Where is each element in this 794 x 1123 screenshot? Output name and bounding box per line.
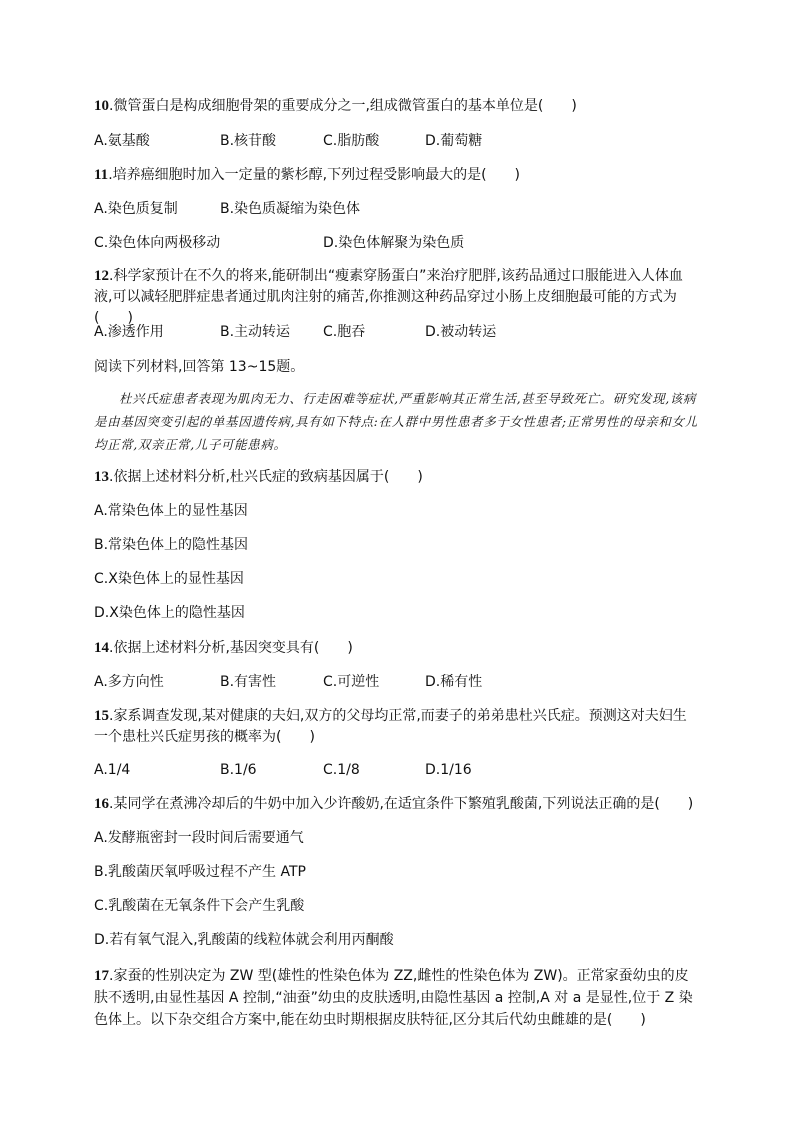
question-15 bbox=[94, 706, 700, 748]
option-a: A.氨基酸 bbox=[94, 133, 150, 149]
question-stem: .微管蛋白是构成细胞骨架的重要成分之一,组成微管蛋白的基本单位是( ) bbox=[109, 98, 577, 114]
option-a: A.多方向性 bbox=[94, 674, 164, 690]
option-a: A.发酵瓶密封一段时间后需要通气 bbox=[94, 830, 304, 846]
option-b: B.1/6 bbox=[220, 762, 257, 778]
option-d: D.染色体解聚为染色质 bbox=[323, 235, 465, 251]
question-11-options-row2 bbox=[94, 233, 714, 253]
question-12 bbox=[94, 266, 700, 329]
question-17 bbox=[94, 965, 700, 1031]
question-number: 12 bbox=[94, 268, 109, 284]
option-a: A.1/4 bbox=[94, 762, 131, 778]
question-stem: .依据上述材料分析,基因突变具有( ) bbox=[109, 640, 353, 656]
question-number: 17 bbox=[94, 968, 109, 984]
option-c: C.乳酸菌在无氧条件下会产生乳酸 bbox=[94, 898, 305, 914]
question-stem: .依据上述材料分析,杜兴氏症的致病基因属于( ) bbox=[109, 469, 423, 485]
question-stem: .家蚕的性别决定为 ZW 型(雄性的性染色体为 ZZ,雌性的性染色体为 ZW)。正常家蚕幼虫的皮肤不透明,由显性基因 A 控制,“油蚕”幼虫的皮肤透明,由隐性基因 a 控制,A 对 a 是显性,位于 Z 染色体上。以下杂交组合方案中,能在幼虫时期根据皮肤特征,区分其后代幼虫雌雄的是( ) bbox=[94, 968, 693, 1028]
option-d: D.若有氧气混入,乳酸菌的线粒体就会利用丙酮酸 bbox=[94, 932, 394, 948]
question-number: 14 bbox=[94, 640, 109, 656]
option-c: C.X染色体上的显性基因 bbox=[94, 571, 244, 587]
option-b: B.染色质凝缩为染色体 bbox=[220, 201, 361, 217]
option-b: B.乳酸菌厌氧呼吸过程不产生 ATP bbox=[94, 864, 306, 880]
question-14 bbox=[94, 638, 704, 658]
question-number: 13 bbox=[94, 469, 109, 485]
option-d: D.被动转运 bbox=[425, 324, 497, 340]
option-b: B.有害性 bbox=[220, 674, 277, 690]
option-c: C.1/8 bbox=[323, 762, 360, 778]
option-b: B.核苷酸 bbox=[220, 133, 277, 149]
option-c: C.染色体向两极移动 bbox=[94, 235, 221, 251]
question-12-options bbox=[94, 322, 714, 342]
question-10 bbox=[94, 96, 704, 116]
option-d: D.1/16 bbox=[425, 762, 472, 778]
reading-material: 杜兴氏症患者表现为肌肉无力、行走困难等症状,严重影响其正常生活,甚至导致死亡。研究发现,该病是由基因突变引起的单基因遗传病,具有如下特点:在人群中男性患者多于女性患者;正常男性的母亲和女儿均正常,双亲正常,儿子可能患病。 bbox=[94, 391, 698, 452]
option-a: A.染色质复制 bbox=[94, 201, 178, 217]
question-number: 16 bbox=[94, 796, 109, 812]
reading-intro: 阅读下列材料,回答第 13~15题。 bbox=[94, 359, 305, 375]
option-d: D.X染色体上的隐性基因 bbox=[94, 605, 245, 621]
question-15-options bbox=[94, 760, 714, 780]
question-stem: .家系调查发现,某对健康的夫妇,双方的父母均正常,而妻子的弟弟患杜兴氏症。预测这对夫妇生一个患杜兴氏症男孩的概率为( ) bbox=[94, 708, 687, 745]
option-a: A.渗透作用 bbox=[94, 324, 164, 340]
question-10-options bbox=[94, 131, 714, 151]
question-stem: .科学家预计在不久的将来,能研制出“瘦素穿肠蛋白”来治疗肥胖,该药品通过口服能进入人体血液,可以减轻肥胖症患者通过肌肉注射的痛苦,你推测这种药品穿过小肠上皮细胞最可能的方式为( ) bbox=[94, 268, 683, 326]
option-b: B.常染色体上的隐性基因 bbox=[94, 537, 249, 553]
question-stem: .某同学在煮沸冷却后的牛奶中加入少许酸奶,在适宜条件下繁殖乳酸菌,下列说法正确的是( ) bbox=[109, 796, 694, 812]
option-c: C.可逆性 bbox=[323, 674, 380, 690]
question-11 bbox=[94, 165, 704, 185]
question-number: 15 bbox=[94, 708, 109, 724]
question-16 bbox=[94, 794, 704, 814]
question-number: 10 bbox=[94, 98, 109, 114]
question-stem: .培养癌细胞时加入一定量的紫杉醇,下列过程受影响最大的是( ) bbox=[108, 167, 521, 183]
option-b: B.主动转运 bbox=[220, 324, 291, 340]
question-number: 11 bbox=[94, 167, 109, 183]
option-a: A.常染色体上的显性基因 bbox=[94, 503, 248, 519]
option-c: C.脂肪酸 bbox=[323, 133, 380, 149]
option-c: C.胞吞 bbox=[323, 324, 366, 340]
option-d: D.稀有性 bbox=[425, 674, 483, 690]
question-11-options-row1 bbox=[94, 199, 714, 219]
question-13 bbox=[94, 467, 704, 487]
option-d: D.葡萄糖 bbox=[425, 133, 483, 149]
question-14-options bbox=[94, 672, 714, 692]
